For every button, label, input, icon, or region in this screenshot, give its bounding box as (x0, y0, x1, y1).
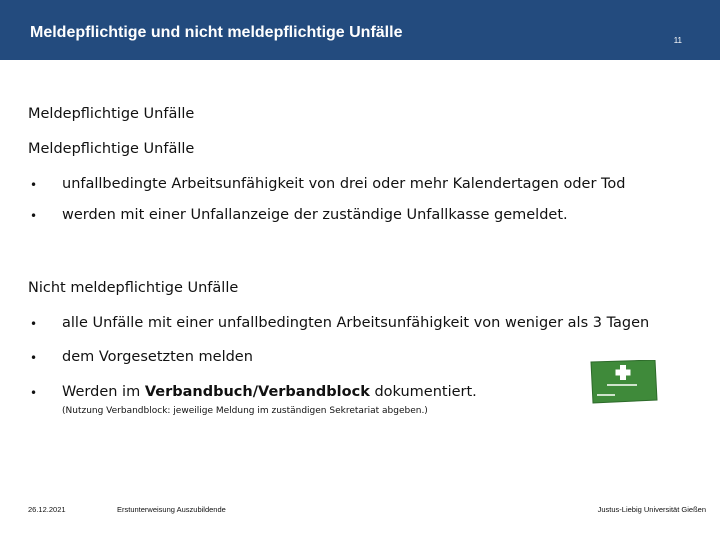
slide-title: Meldepflichtige und nicht meldepflichtige Unfälle (30, 24, 403, 41)
bullet-3-suffix: dokumentiert. (369, 384, 477, 400)
footer-center: Erstunterweisung Auszubildende (117, 505, 226, 514)
bullet-marker: • (30, 209, 38, 223)
bullet-3-prefix: Werden im (62, 384, 145, 400)
bullet-marker: • (30, 317, 38, 331)
section2-bullet-3 (62, 384, 477, 400)
verbandblock-note: (Nutzung Verbandblock: jeweilige Meldung im zuständigen Sekretariat abgeben.) (62, 406, 428, 416)
bullet-3-bold: Verbandbuch/Verbandblock (144, 384, 370, 400)
section1-bullet-2: werden mit einer Unfallanzeige der zuständige Unfallkasse gemeldet. (62, 207, 568, 223)
first-aid-booklet-icon (589, 360, 659, 404)
footer-date: 26.12.2021 (28, 505, 66, 514)
section1-heading: Meldepflichtige Unfälle (28, 106, 195, 122)
slide-number: 11 (673, 36, 682, 45)
footer-right: Justus-Liebig Universität Gießen (597, 505, 706, 514)
section2-heading: Nicht meldepflichtige Unfälle (28, 280, 239, 296)
section1-subheading: Meldepflichtige Unfälle (28, 141, 195, 157)
section2-bullet-1: alle Unfälle mit einer unfallbedingten Arbeitsunfähigkeit von weniger als 3 Tagen (62, 315, 650, 331)
section2-bullet-2: dem Vorgesetzten melden (62, 349, 253, 365)
header-bar (0, 0, 720, 60)
bullet-marker: • (30, 178, 38, 192)
bullet-marker: • (30, 386, 38, 400)
section1-bullet-1: unfallbedingte Arbeitsunfähigkeit von drei oder mehr Kalendertagen oder Tod (62, 176, 626, 192)
bullet-marker: • (30, 351, 38, 365)
